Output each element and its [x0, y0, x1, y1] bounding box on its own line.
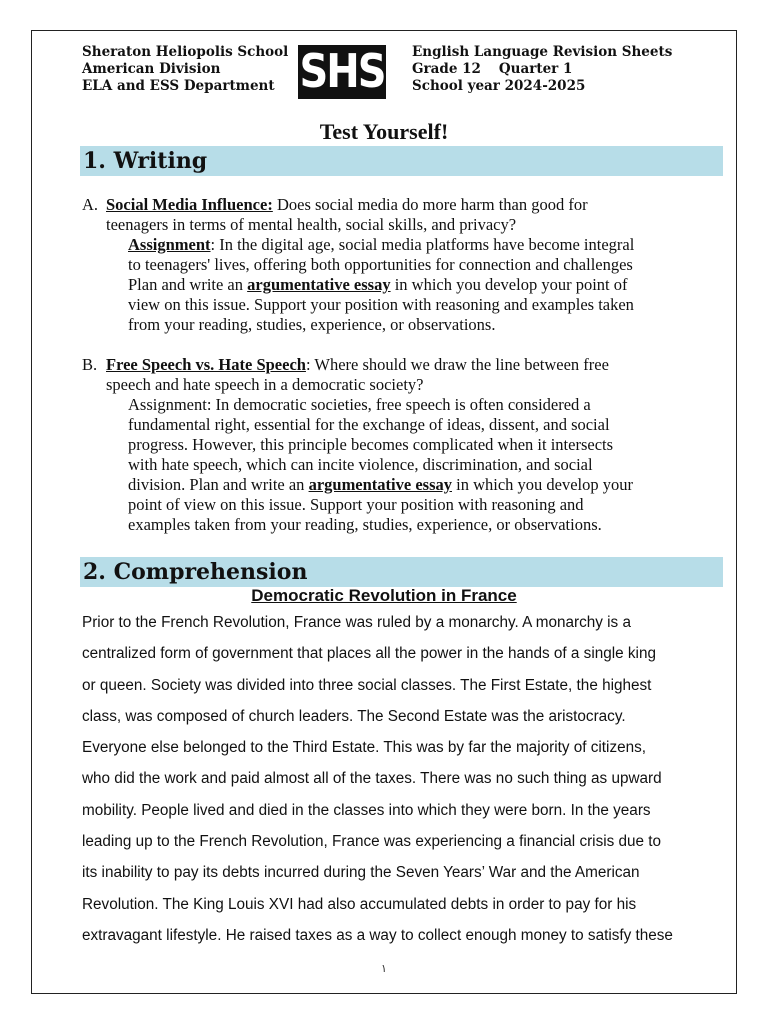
- passage-line: Prior to the French Revolution, France was ruled by a monarchy. A monarchy is a: [82, 614, 631, 631]
- division-name: American Division: [82, 61, 221, 77]
- passage-line: mobility. People lived and died in the classes into which they were born. In the years: [82, 801, 651, 819]
- grade-label: Grade 12: [412, 61, 481, 77]
- department-name: ELA and ESS Department: [82, 78, 275, 94]
- section-comprehension-heading: 2. Comprehension: [83, 559, 308, 585]
- item-b-topic: Free Speech vs. Hate Speech: [106, 355, 306, 374]
- passage-line: centralized form of government that places all the power in the hands of a single king: [82, 645, 656, 663]
- item-b-letter: B.: [82, 355, 98, 374]
- section-writing-band: [80, 146, 723, 176]
- passage-line: class, was composed of church leaders. The Second Estate was the aristocracy.: [82, 707, 626, 725]
- item-b-question: Free Speech vs. Hate Speech: Where should we draw the line between free speech and hate speech in a democratic society?: [106, 355, 609, 394]
- passage-line: leading up to the French Revolution, France was experiencing a financial crisis due to: [82, 833, 662, 851]
- item-b-assignment: Assignment: In democratic societies, free speech is often considered a fundamental right, essential for the exchange of ideas, dissent, and social progress. However, this principle becomes complicated when it intersects with hate speech, which can incite violence, discrimination, and social division. Plan and write an argumentative essay in which you develop your point of view on this issue. Support your position with reasoning and examples taken from your reading, studies, experience, or observations.: [128, 395, 634, 534]
- passage-line: its inability to pay its debts incurred during the Seven Years’ War and the American: [82, 864, 640, 882]
- passage-line: Everyone else belonged to the Third Estate. This was by far the majority of citizens,: [82, 739, 647, 757]
- passage-title: Democratic Revolution in France: [251, 586, 517, 605]
- school-logo: [298, 45, 386, 99]
- passage-line: who did the work and paid almost all of the taxes. There was no such thing as upward: [82, 770, 662, 788]
- revision-sheets-label: English Language Revision Sheets: [412, 44, 673, 60]
- argumentative-essay-emphasis: argumentative essay: [247, 275, 391, 294]
- page-title: Test Yourself!: [319, 119, 449, 144]
- passage-line: or queen. Society was divided into three social classes. The First Estate, the highest: [82, 676, 652, 694]
- quarter-label: Quarter 1: [498, 61, 573, 77]
- grade-quarter-line: [412, 61, 672, 78]
- item-a-letter: A.: [82, 195, 99, 214]
- passage-body: [82, 607, 727, 951]
- section-writing-heading: 1. Writing: [83, 148, 208, 174]
- assignment-label: Assignment: [128, 235, 211, 254]
- item-a-assignment: Assignment: In the digital age, social media platforms have become integral to teenagers' lives, offering both opportunities for connection and challenges Plan and write an argumentative essay in which you develop your point of view on this issue. Support your position with reasoning and examples taken from your reading, studies, experience, or observations.: [128, 235, 635, 334]
- item-a-topic: Social Media Influence:: [106, 195, 273, 214]
- logo-text: SHS: [299, 45, 385, 99]
- argumentative-essay-emphasis: argumentative essay: [308, 475, 452, 494]
- school-year-label: School year 2024-2025: [412, 78, 586, 94]
- school-name: Sheraton Heliopolis School: [82, 44, 289, 60]
- section-comprehension-band: [80, 557, 723, 587]
- passage-line: extravagant lifestyle. He raised taxes as a way to collect enough money to satisfy these: [82, 926, 673, 944]
- page-number: ١: [381, 962, 387, 975]
- school-info: [82, 44, 288, 95]
- course-info: [412, 44, 672, 95]
- passage-line: Revolution. The King Louis XVI had also accumulated debts in order to pay for his: [82, 895, 637, 913]
- item-a-question: Social Media Influence: Does social media do more harm than good for teenagers in terms of mental health, social skills, and privacy?: [106, 195, 588, 234]
